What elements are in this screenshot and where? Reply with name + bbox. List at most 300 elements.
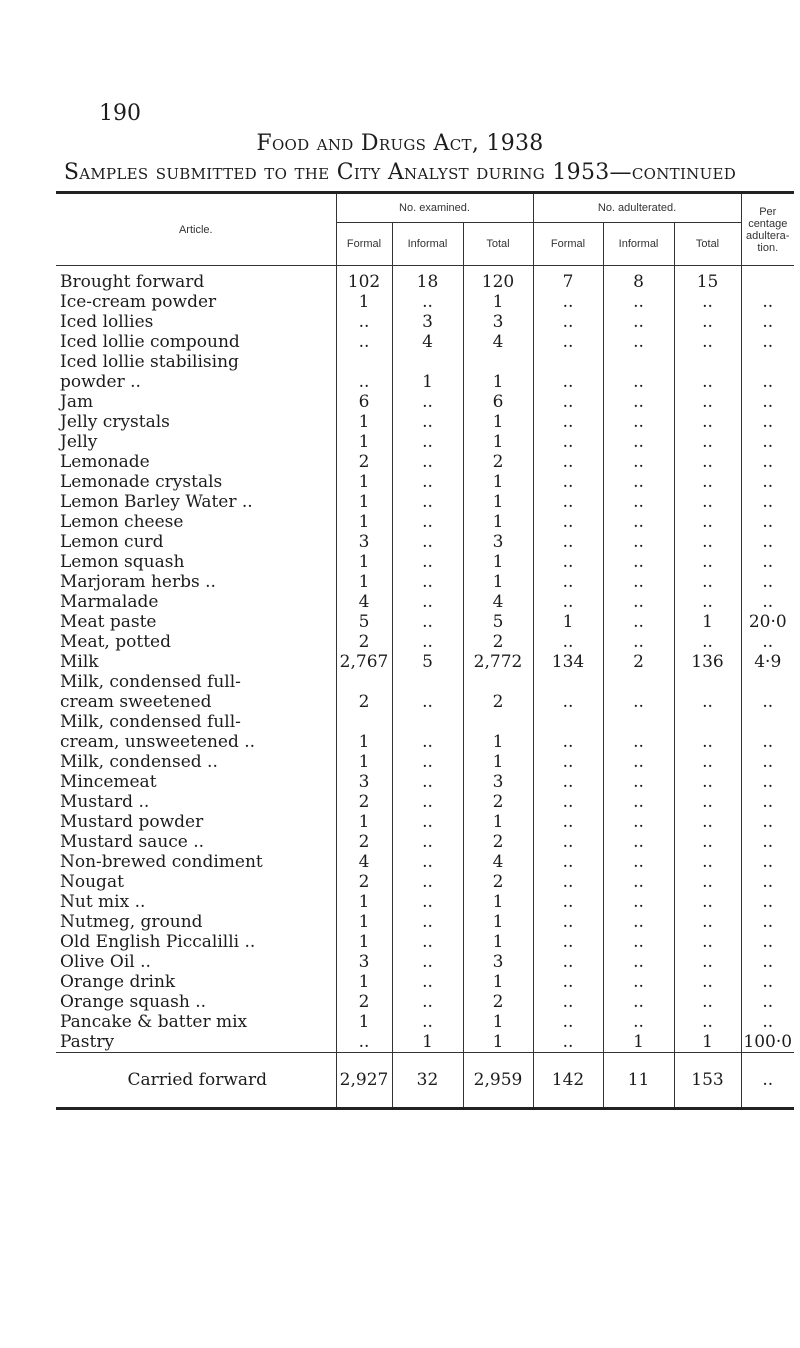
cell-examined-formal: 2 xyxy=(336,832,392,852)
cell-article: Lemon Barley Water .. xyxy=(56,492,336,512)
cell-examined-informal: .. xyxy=(392,872,463,892)
cell-examined-formal: 1 xyxy=(336,552,392,572)
cell-adulterated-total xyxy=(674,352,741,372)
cell-examined-informal: .. xyxy=(392,732,463,752)
cell-examined-formal: 2 xyxy=(336,632,392,652)
cell-adulterated-formal: .. xyxy=(533,992,603,1012)
table-row xyxy=(56,592,794,612)
cell-percentage: .. xyxy=(762,632,774,652)
cell-adulterated-formal: .. xyxy=(533,952,603,972)
cell-adulterated-formal: .. xyxy=(533,632,603,652)
table-row xyxy=(56,572,794,592)
cell-examined-formal: 1 xyxy=(336,472,392,492)
footer-examined-informal: 32 xyxy=(392,1053,463,1109)
cell-examined-total: 5 xyxy=(463,612,533,632)
cell-article: Meat, potted xyxy=(56,632,336,652)
table-row xyxy=(56,552,794,572)
cell-examined-formal: 3 xyxy=(336,952,392,972)
cell-percentage: .. xyxy=(762,492,774,512)
cell-article: Nougat xyxy=(56,872,336,892)
cell-examined-total: 1 xyxy=(463,812,533,832)
table-row xyxy=(56,1032,794,1053)
cell-article: Marjoram herbs .. xyxy=(56,572,336,592)
cell-examined-formal: 1 xyxy=(336,752,392,772)
cell-adulterated-formal: .. xyxy=(533,1012,603,1032)
cell-adulterated-total: .. xyxy=(674,452,741,472)
header-article: Article. xyxy=(56,193,336,266)
cell-adulterated-informal: .. xyxy=(603,912,674,932)
cell-article: Ice-cream powder xyxy=(56,292,336,312)
cell-adulterated-formal: .. xyxy=(533,512,603,532)
cell-adulterated-total: .. xyxy=(674,872,741,892)
cell-adulterated-informal xyxy=(603,672,674,692)
cell-examined-informal: .. xyxy=(392,592,463,612)
cell-adulterated-total xyxy=(674,712,741,732)
cell-adulterated-informal: 8 xyxy=(603,266,674,293)
cell-percentage: .. xyxy=(762,752,774,772)
cell-adulterated-informal: .. xyxy=(603,992,674,1012)
cell-examined-formal: 1 xyxy=(336,932,392,952)
cell-percentage: .. xyxy=(762,392,774,412)
cell-examined-total xyxy=(463,672,533,692)
cell-adulterated-formal: .. xyxy=(533,592,603,612)
cell-examined-total: 1 xyxy=(463,372,533,392)
cell-article: Milk, condensed .. xyxy=(56,752,336,772)
cell-article: Jelly xyxy=(56,432,336,452)
cell-examined-total: 3 xyxy=(463,772,533,792)
cell-article: Pancake & batter mix xyxy=(56,1012,336,1032)
cell-article: Meat paste xyxy=(56,612,336,632)
cell-adulterated-total: .. xyxy=(674,572,741,592)
table-row xyxy=(56,892,794,912)
cell-examined-total: 2 xyxy=(463,452,533,472)
table-row xyxy=(56,512,794,532)
cell-percentage xyxy=(741,266,794,293)
cell-adulterated-total: .. xyxy=(674,552,741,572)
table-row xyxy=(56,992,794,1012)
cell-examined-total xyxy=(463,712,533,732)
cell-examined-informal: 18 xyxy=(392,266,463,293)
cell-adulterated-informal: .. xyxy=(603,452,674,472)
cell-percentage: .. xyxy=(762,972,774,992)
cell-examined-total: 1 xyxy=(463,932,533,952)
cell-percentage xyxy=(741,672,794,692)
cell-adulterated-formal: .. xyxy=(533,332,603,352)
footer-percentage: .. xyxy=(741,1053,794,1109)
header-examined-total: Total xyxy=(463,223,533,266)
cell-article: Iced lollie stabilising xyxy=(56,352,336,372)
table-row xyxy=(56,752,794,772)
cell-percentage: .. xyxy=(762,412,774,432)
cell-examined-informal: .. xyxy=(392,952,463,972)
cell-adulterated-informal: .. xyxy=(603,892,674,912)
cell-article: Nut mix .. xyxy=(56,892,336,912)
cell-adulterated-total: .. xyxy=(674,972,741,992)
cell-percentage: .. xyxy=(762,832,774,852)
cell-percentage: .. xyxy=(762,892,774,912)
cell-adulterated-total: .. xyxy=(674,732,741,752)
cell-adulterated-informal: .. xyxy=(603,552,674,572)
cell-adulterated-informal: .. xyxy=(603,692,674,712)
cell-adulterated-informal: .. xyxy=(603,332,674,352)
cell-adulterated-formal: .. xyxy=(533,472,603,492)
cell-adulterated-informal: .. xyxy=(603,412,674,432)
cell-adulterated-formal: .. xyxy=(533,892,603,912)
cell-adulterated-formal: .. xyxy=(533,752,603,772)
cell-adulterated-informal: 1 xyxy=(603,1032,674,1053)
header-examined: No. examined. xyxy=(336,193,533,223)
cell-adulterated-informal: .. xyxy=(603,772,674,792)
cell-examined-formal: 1 xyxy=(336,912,392,932)
cell-examined-formal: 2 xyxy=(336,872,392,892)
cell-percentage: .. xyxy=(762,432,774,452)
cell-percentage: .. xyxy=(762,572,774,592)
cell-examined-total: 120 xyxy=(463,266,533,293)
cell-examined-formal: 1 xyxy=(336,1012,392,1032)
cell-adulterated-total: 1 xyxy=(674,1032,741,1053)
header-adulterated: No. adulterated. xyxy=(533,193,741,223)
cell-adulterated-formal: .. xyxy=(533,692,603,712)
cell-examined-formal: 1 xyxy=(336,732,392,752)
cell-examined-formal: 1 xyxy=(336,812,392,832)
table-row xyxy=(56,432,794,452)
cell-adulterated-total: .. xyxy=(674,492,741,512)
cell-article: powder .. xyxy=(56,372,336,392)
cell-adulterated-formal: .. xyxy=(533,772,603,792)
cell-percentage: .. xyxy=(762,332,774,352)
cell-article: Lemonade crystals xyxy=(56,472,336,492)
cell-examined-informal: .. xyxy=(392,852,463,872)
cell-examined-total: 1 xyxy=(463,292,533,312)
cell-examined-total: 1 xyxy=(463,492,533,512)
cell-examined-informal: .. xyxy=(392,1012,463,1032)
cell-adulterated-formal: .. xyxy=(533,972,603,992)
cell-examined-informal: 4 xyxy=(392,332,463,352)
cell-adulterated-total: .. xyxy=(674,952,741,972)
cell-adulterated-informal: 2 xyxy=(603,652,674,672)
cell-examined-informal xyxy=(392,352,463,372)
cell-article: Pastry xyxy=(56,1032,336,1053)
cell-examined-formal xyxy=(336,352,392,372)
table-row xyxy=(56,872,794,892)
footer-adulterated-informal: 11 xyxy=(603,1053,674,1109)
cell-adulterated-total: .. xyxy=(674,912,741,932)
cell-examined-total: 1 xyxy=(463,472,533,492)
cell-examined-informal: .. xyxy=(392,752,463,772)
cell-adulterated-total: .. xyxy=(674,392,741,412)
cell-adulterated-informal: .. xyxy=(603,952,674,972)
cell-examined-informal: .. xyxy=(392,452,463,472)
table-row xyxy=(56,292,794,312)
cell-adulterated-total: .. xyxy=(674,312,741,332)
cell-adulterated-total: .. xyxy=(674,852,741,872)
cell-adulterated-informal: .. xyxy=(603,832,674,852)
cell-percentage: .. xyxy=(762,732,774,752)
cell-examined-informal: .. xyxy=(392,772,463,792)
cell-examined-formal: 2,767 xyxy=(336,652,392,672)
table-row xyxy=(56,832,794,852)
cell-examined-total: 2 xyxy=(463,992,533,1012)
cell-examined-total: 1 xyxy=(463,572,533,592)
cell-examined-informal: .. xyxy=(392,612,463,632)
page-title: Food and Drugs Act, 1938 xyxy=(256,131,544,156)
cell-percentage xyxy=(741,712,794,732)
cell-adulterated-formal: 134 xyxy=(533,652,603,672)
cell-article: Lemon squash xyxy=(56,552,336,572)
cell-examined-informal xyxy=(392,712,463,732)
cell-examined-formal: 4 xyxy=(336,592,392,612)
cell-article: cream sweetened xyxy=(56,692,336,712)
cell-adulterated-formal: .. xyxy=(533,872,603,892)
cell-adulterated-formal: .. xyxy=(533,392,603,412)
cell-adulterated-informal: .. xyxy=(603,372,674,392)
footer-adulterated-total: 153 xyxy=(674,1053,741,1109)
cell-examined-formal: 1 xyxy=(336,412,392,432)
cell-examined-total xyxy=(463,352,533,372)
cell-examined-formal: 1 xyxy=(336,512,392,532)
table-row xyxy=(56,632,794,652)
cell-percentage: .. xyxy=(762,912,774,932)
cell-adulterated-informal: .. xyxy=(603,512,674,532)
cell-adulterated-total: .. xyxy=(674,892,741,912)
cell-adulterated-formal: .. xyxy=(533,372,603,392)
cell-adulterated-informal: .. xyxy=(603,872,674,892)
cell-adulterated-formal: .. xyxy=(533,312,603,332)
table-row xyxy=(56,692,794,712)
cell-percentage: .. xyxy=(762,1012,774,1032)
cell-examined-informal: .. xyxy=(392,492,463,512)
cell-adulterated-informal: .. xyxy=(603,312,674,332)
cell-percentage: .. xyxy=(762,852,774,872)
header-examined-informal: Informal xyxy=(392,223,463,266)
table-row xyxy=(56,372,794,392)
cell-examined-formal: 1 xyxy=(336,432,392,452)
cell-examined-informal: .. xyxy=(392,892,463,912)
cell-examined-formal: 6 xyxy=(336,392,392,412)
cell-examined-informal: .. xyxy=(392,632,463,652)
cell-examined-informal: .. xyxy=(392,572,463,592)
cell-examined-total: 4 xyxy=(463,592,533,612)
cell-adulterated-informal: .. xyxy=(603,572,674,592)
table-row xyxy=(56,772,794,792)
table-row xyxy=(56,852,794,872)
cell-adulterated-total: .. xyxy=(674,332,741,352)
cell-adulterated-formal: .. xyxy=(533,912,603,932)
cell-examined-total: 1 xyxy=(463,512,533,532)
table-row xyxy=(56,532,794,552)
cell-examined-total: 1 xyxy=(463,552,533,572)
table-caption: Samples submitted to the City Analyst during 1953—continued xyxy=(63,160,737,185)
cell-percentage: 4·9 xyxy=(754,652,782,672)
cell-adulterated-informal: .. xyxy=(603,752,674,772)
cell-article: Marmalade xyxy=(56,592,336,612)
table-row xyxy=(56,472,794,492)
cell-adulterated-formal: .. xyxy=(533,732,603,752)
cell-examined-formal: 5 xyxy=(336,612,392,632)
cell-article: Iced lollies xyxy=(56,312,336,332)
cell-adulterated-formal xyxy=(533,712,603,732)
cell-adulterated-informal: .. xyxy=(603,612,674,632)
cell-examined-informal: .. xyxy=(392,472,463,492)
cell-examined-informal: .. xyxy=(392,392,463,412)
cell-adulterated-formal: .. xyxy=(533,492,603,512)
cell-adulterated-total: 15 xyxy=(674,266,741,293)
cell-adulterated-total: .. xyxy=(674,1012,741,1032)
cell-adulterated-informal: .. xyxy=(603,1012,674,1032)
cell-examined-formal: 4 xyxy=(336,852,392,872)
cell-article: Jam xyxy=(56,392,336,412)
cell-examined-formal: 1 xyxy=(336,572,392,592)
cell-adulterated-informal: .. xyxy=(603,472,674,492)
cell-examined-formal: .. xyxy=(336,312,392,332)
cell-examined-formal: 102 xyxy=(336,266,392,293)
cell-article: Milk, condensed full- xyxy=(56,672,336,692)
cell-adulterated-total: .. xyxy=(674,512,741,532)
cell-examined-total: 2 xyxy=(463,872,533,892)
cell-adulterated-informal: .. xyxy=(603,432,674,452)
table-row xyxy=(56,392,794,412)
cell-adulterated-total: .. xyxy=(674,592,741,612)
table-row xyxy=(56,972,794,992)
cell-examined-formal: 2 xyxy=(336,992,392,1012)
cell-examined-informal: .. xyxy=(392,292,463,312)
cell-percentage: .. xyxy=(762,992,774,1012)
cell-examined-total: 1 xyxy=(463,732,533,752)
cell-examined-formal: 2 xyxy=(336,452,392,472)
cell-article: Lemonade xyxy=(56,452,336,472)
cell-examined-formal: .. xyxy=(336,1032,392,1053)
cell-percentage xyxy=(741,352,794,372)
cell-article: Brought forward xyxy=(56,266,336,293)
cell-examined-formal: 1 xyxy=(336,292,392,312)
cell-adulterated-informal xyxy=(603,712,674,732)
cell-adulterated-total: .. xyxy=(674,832,741,852)
cell-adulterated-formal: .. xyxy=(533,412,603,432)
table-row xyxy=(56,652,794,672)
cell-article: Orange drink xyxy=(56,972,336,992)
cell-adulterated-total: .. xyxy=(674,792,741,812)
cell-examined-total: 2 xyxy=(463,792,533,812)
cell-adulterated-informal: .. xyxy=(603,932,674,952)
cell-adulterated-total xyxy=(674,672,741,692)
cell-examined-informal: .. xyxy=(392,532,463,552)
cell-examined-informal: .. xyxy=(392,812,463,832)
cell-adulterated-formal: .. xyxy=(533,1032,603,1053)
table-row xyxy=(56,732,794,752)
cell-examined-informal: 5 xyxy=(392,652,463,672)
cell-percentage: .. xyxy=(762,872,774,892)
cell-examined-total: 1 xyxy=(463,912,533,932)
cell-percentage: .. xyxy=(762,772,774,792)
cell-examined-total: 1 xyxy=(463,432,533,452)
cell-adulterated-total: .. xyxy=(674,472,741,492)
cell-examined-total: 1 xyxy=(463,892,533,912)
header-adulterated-informal: Informal xyxy=(603,223,674,266)
cell-examined-total: 3 xyxy=(463,952,533,972)
cell-percentage: .. xyxy=(762,952,774,972)
cell-adulterated-informal: .. xyxy=(603,852,674,872)
cell-examined-formal: .. xyxy=(336,372,392,392)
table-row xyxy=(56,792,794,812)
cell-percentage: .. xyxy=(762,292,774,312)
cell-examined-formal: 2 xyxy=(336,792,392,812)
cell-article: Lemon curd xyxy=(56,532,336,552)
cell-adulterated-formal: .. xyxy=(533,932,603,952)
cell-adulterated-informal: .. xyxy=(603,812,674,832)
cell-examined-total: 1 xyxy=(463,412,533,432)
cell-examined-formal: 1 xyxy=(336,892,392,912)
cell-article: Nutmeg, ground xyxy=(56,912,336,932)
cell-examined-total: 4 xyxy=(463,852,533,872)
table-row xyxy=(56,812,794,832)
cell-adulterated-informal xyxy=(603,352,674,372)
cell-examined-formal: .. xyxy=(336,332,392,352)
cell-examined-informal: 1 xyxy=(392,1032,463,1053)
cell-article: Non-brewed condiment xyxy=(56,852,336,872)
cell-percentage: .. xyxy=(762,512,774,532)
cell-examined-total: 1 xyxy=(463,752,533,772)
cell-adulterated-informal: .. xyxy=(603,632,674,652)
table-row xyxy=(56,492,794,512)
cell-adulterated-total: .. xyxy=(674,292,741,312)
cell-percentage: .. xyxy=(762,472,774,492)
cell-adulterated-formal xyxy=(533,672,603,692)
cell-examined-total: 2 xyxy=(463,692,533,712)
cell-percentage: .. xyxy=(762,692,774,712)
footer-examined-formal: 2,927 xyxy=(336,1053,392,1109)
cell-article: Mustard powder xyxy=(56,812,336,832)
cell-adulterated-formal: .. xyxy=(533,812,603,832)
cell-adulterated-formal: .. xyxy=(533,532,603,552)
cell-adulterated-formal: .. xyxy=(533,292,603,312)
cell-adulterated-informal: .. xyxy=(603,532,674,552)
cell-adulterated-informal: .. xyxy=(603,492,674,512)
cell-adulterated-informal: .. xyxy=(603,972,674,992)
cell-examined-informal: .. xyxy=(392,552,463,572)
cell-examined-formal: 3 xyxy=(336,532,392,552)
cell-article: Olive Oil .. xyxy=(56,952,336,972)
cell-examined-informal: 1 xyxy=(392,372,463,392)
cell-article: Jelly crystals xyxy=(56,412,336,432)
cell-examined-total: 1 xyxy=(463,1032,533,1053)
cell-percentage: .. xyxy=(762,932,774,952)
table-row xyxy=(56,266,794,293)
cell-examined-informal xyxy=(392,672,463,692)
table-row xyxy=(56,612,794,632)
cell-examined-formal: 2 xyxy=(336,692,392,712)
header-percentage: Per centage adultera- tion. xyxy=(741,193,794,266)
cell-adulterated-formal xyxy=(533,352,603,372)
cell-adulterated-formal: .. xyxy=(533,432,603,452)
cell-article: cream, unsweetened .. xyxy=(56,732,336,752)
page-number: 190 xyxy=(99,101,141,126)
cell-adulterated-formal: .. xyxy=(533,552,603,572)
cell-percentage: .. xyxy=(762,532,774,552)
cell-percentage: .. xyxy=(762,792,774,812)
footer-article: Carried forward xyxy=(56,1053,336,1109)
cell-adulterated-informal: .. xyxy=(603,292,674,312)
footer-adulterated-formal: 142 xyxy=(533,1053,603,1109)
cell-examined-informal: .. xyxy=(392,972,463,992)
table-row xyxy=(56,1012,794,1032)
cell-examined-informal: .. xyxy=(392,692,463,712)
cell-adulterated-total: .. xyxy=(674,692,741,712)
cell-percentage: 20·0 xyxy=(748,612,787,632)
cell-percentage: .. xyxy=(762,312,774,332)
cell-examined-formal xyxy=(336,672,392,692)
cell-examined-total: 1 xyxy=(463,1012,533,1032)
table-row xyxy=(56,352,794,372)
